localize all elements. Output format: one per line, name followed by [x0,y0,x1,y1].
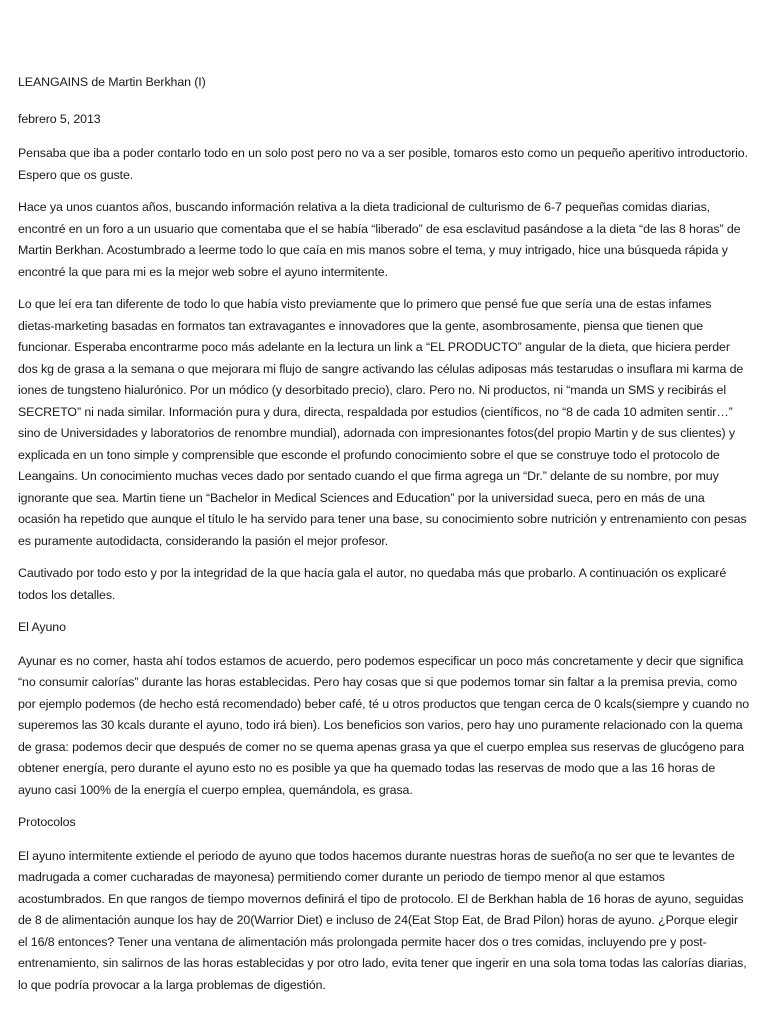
paragraph-ayuno: Ayunar es no comer, hasta ahí todos estamos de acuerdo, pero podemos especificar un poco más concretamente y decir que significa “no consumir calorías” durante las horas establecidas. Pero hay cosas que si que podemos tomar sin faltar a la premisa previa, como por ejemplo podemos (de hecho está recomendado) beber café, té u otros productos que tengan cerca de 0 kcals(siempre y cuando no superemos las 30 kcals durante el ayuno, todo irá bien). Los beneficios son varios, pero hay uno puramente relacionado con la quema de grasa: podemos decir que después de comer no se quema apenas grasa ya que el cuerpo emplea sus reservas de glucógeno para obtener energía, pero durante el ayuno esto no es posible ya que ha quemado todas las reservas de modo que a las 16 horas de ayuno casi 100% de la energía el cuerpo emplea, quemándola, es grasa. [18,653,750,797]
section-heading-protocolos: Protocolos [18,815,76,829]
document-date: febrero 5, 2013 [18,111,101,126]
paragraph-first-impression: Lo que leí era tan diferente de todo lo que había visto previamente que lo primero que pensé fue que sería una de estas infames dietas-marketing basadas en formatos tan extravagantes e innovadores que la gente, asombrosamente, piensa que tienen que funcionar. Esperaba encontrarme poco más adelante en la lectura un link a “EL PRODUCTO” angular de la dieta, que hiciera perder dos kg de grasa a la semana o que mejorara mi flujo de sangre activando las células adiposas más testarudas o insuflara mi karma de iones de tungsteno hialurónico. Por un módico (y desorbitado precio), claro. Pero no. Ni productos, ni “manda un SMS y recibirás el SECRETO” ni nada similar. Información pura y dura, directa, respaldada por estudios (científicos, no “8 de cada 10 admiten sentir…” sino de Universidades y laboratorios de renombre mundial), adornada con impresionantes fotos(del propio Martin y de sus clientes) y explicada en un tono simple y comprensible que esconde el profundo conocimiento sobre el que se construye todo el protocolo de Leangains. Un conocimiento muchas veces dado por sentado cuando el que firma agrega un “Dr.” delante de su nombre, por muy ignorante que sea. Martin tiene un “Bachelor in Medical Sciences and Education” por la universidad sueca, pero en más de una ocasión ha repetido que aunque el título le ha servido para tener una base, su conocimiento sobre nutrición y entrenamiento con pesas es puramente autodidacta, considerando la pasión el mejor profesor. [18,297,747,548]
paragraph-protocolos: El ayuno intermitente extiende el periodo de ayuno que todos hacemos durante nuestras horas de sueño(a no ser que te levantes de madrugada a comer cucharadas de mayonesa) permitiendo comer durante un periodo de tiempo menor al que estamos acostumbrados. En que rangos de tiempo movernos definirá el tipo de protocolo. El de Berkhan habla de 16 horas de ayuno, seguidas de 8 de alimentación aunque los hay de 20(Warrior Diet) e incluso de 24(Eat Stop Eat, de Brad Pilon) horas de ayuno. ¿Porque elegir el 16/8 entonces? Tener una ventana de alimentación más prolongada permite hacer dos o tres comidas, incluyendo pre y post-entrenamiento, sin salirnos de las horas establecidas y por otro lado, evita tener que ingerir en una sola toma todas las calorías diarias, lo que podría provocar a la larga problemas de digestión. [18,848,747,992]
paragraph-captivated: Cautivado por todo esto y por la integridad de la que hacía gala el autor, no quedaba más que probarlo. A continuación os explicaré todos los detalles. [18,566,727,602]
document-title: LEANGAINS de Martin Berkhan (I) [18,75,206,89]
paragraph-intro: Pensaba que iba a poder contarlo todo en un solo post pero no va a ser posible, tomaros esto como un pequeño aperitivo introductorio. Espero que os guste. [18,146,748,182]
section-heading-ayuno: El Ayuno [18,620,66,634]
paragraph-discovery: Hace ya unos cuantos años, buscando información relativa a la dieta tradicional de culturismo de 6-7 pequeñas comidas diarias, encontré en un foro a un usuario que comentaba que el se había “liberado” de esa esclavitud pasándose a la dieta “de las 8 horas” de Martin Berkhan. Acostumbrado a leerme todo lo que caía en mis manos sobre el tema, y muy intrigado, hice una búsqueda rápida y encontré la que para mi es la mejor web sobre el ayuno intermitente. [18,200,741,279]
